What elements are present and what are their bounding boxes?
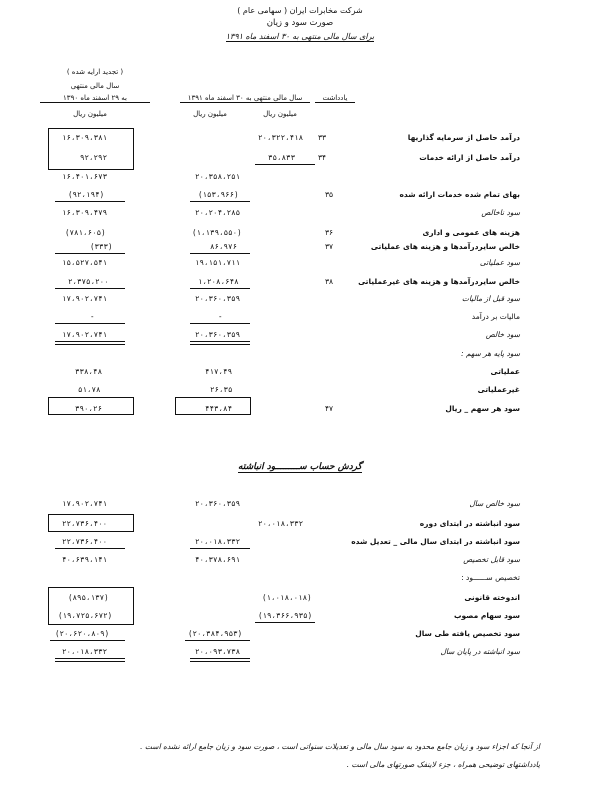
row-note: ۳۴	[318, 153, 327, 162]
re-sub-value: (۱۹،۳۶۶،۹۳۵)	[258, 611, 313, 620]
underline	[50, 640, 125, 641]
underline	[55, 548, 125, 549]
row-prior-value: ۱۶،۴۰۱،۶۷۳	[62, 172, 108, 181]
row-sub-value: ۲۰،۳۲۲،۴۱۸	[258, 133, 304, 142]
re-sub-value: ۲۰،۰۱۸،۳۳۲	[258, 519, 304, 528]
re-label-allocated: سود تخصیص یافته طی سال	[415, 629, 520, 638]
row-main-value: -	[218, 312, 223, 321]
row-label-eps-operating: عملیاتی	[490, 367, 520, 376]
eps-prior-box	[48, 397, 134, 415]
re-label-allocation: تخصیص ســــــود :	[461, 573, 520, 582]
row-label-service-income: درآمد حاصل از ارائه خدمات	[419, 153, 520, 162]
row-main-value: (۱۵۳،۹۶۶)	[198, 190, 239, 199]
retained-earnings-title: گردش حساب ســـــــــود انباشته	[238, 462, 362, 472]
company-name: شرکت مخابرات ایران ( سهامی عام )	[237, 6, 363, 15]
row-prior-value: ۱۶،۳۰۹،۳۸۱	[62, 133, 108, 142]
underline	[255, 164, 315, 165]
footer-note-integral: یادداشتهای توضیحی همراه ، جزء لاینفک صورتهای مالی است .	[346, 760, 540, 769]
statement-title: صورت سود و زیان	[266, 18, 334, 28]
row-label-eps-basic: سود پایه هر سهم :	[461, 349, 520, 358]
re-prior-value: ۴۰،۶۳۹،۱۴۱	[62, 555, 108, 564]
row-prior-value: (۳۳۳)	[90, 242, 113, 251]
note-column-header: یادداشت	[315, 94, 355, 103]
re-prior-value: (۸۹۵،۱۳۷)	[68, 593, 109, 602]
eps-current-box	[175, 397, 251, 415]
underline	[185, 640, 250, 641]
re-label-net-profit: سود خالص سال	[469, 499, 520, 508]
restated-note: ( تجدید ارایه شده )	[66, 68, 124, 76]
re-main-value: ۲۰،۰۹۳،۷۳۸	[195, 647, 241, 656]
row-prior-value: ۳۹۰،۲۶	[75, 404, 103, 413]
re-label-opening-adjusted: سود انباشته در ابتدای سال مالی _ تعدیل شده	[351, 537, 520, 546]
re-sub-value: (۱،۰۱۸،۰۱۸)	[262, 593, 312, 602]
row-label-investment-income: درآمد حاصل از سرمایه گذاریها	[407, 133, 520, 142]
underline	[190, 288, 250, 289]
underline	[190, 323, 250, 324]
re-label-legal-reserve: اندوخته قانونی	[464, 593, 520, 602]
re-prior-value: ۱۷،۹۰۲،۷۴۱	[62, 499, 108, 508]
underline	[190, 253, 250, 254]
row-label-eps-nonoperating: غیرعملیاتی	[477, 385, 520, 394]
underline	[55, 201, 125, 202]
re-main-value: ۲۰،۳۶۰،۳۵۹	[195, 499, 241, 508]
footer-note-comprehensive: از آنجا که اجزاء سود و زیان جامع محدود به سود سال مالی و تعدیلات سنواتی است ، صورت سود و زیان جامع ارائه نشده است .	[140, 742, 540, 751]
row-prior-value: ۵۱،۷۸	[78, 385, 101, 394]
row-label-operating-profit: سود عملیاتی	[479, 258, 520, 267]
row-label-gross-profit: سود ناخالص	[481, 208, 520, 217]
re-label-distributable: سود قابل تخصیص	[463, 555, 520, 564]
re-prior-value: ۲۲،۷۳۶،۴۰۰	[62, 519, 108, 528]
re-label-closing: سود انباشته در پایان سال	[440, 647, 520, 656]
row-note: ۴۷	[325, 404, 334, 413]
row-prior-value: (۹۲،۱۹۴)	[68, 190, 105, 199]
prior-year-header-line2: به ۲۹ اسفند ماه ۱۳۹۰	[40, 94, 150, 103]
re-prior-value: ۲۰،۰۱۸،۳۳۲	[62, 647, 108, 656]
unit-prior: میلیون ریال	[73, 110, 107, 118]
row-prior-value: ۱۵،۵۲۷،۵۴۱	[62, 258, 108, 267]
row-sub-value: ۳۵،۸۳۳	[268, 153, 296, 162]
re-prior-value: (۱۹،۷۲۵،۶۷۲)	[58, 611, 113, 620]
row-main-value: ۲۰،۳۶۰،۳۵۹	[195, 330, 241, 339]
prior-investment-box	[48, 128, 134, 170]
statement-period: برای سال مالی منتهی به ۳۰ اسفند ماه ۱۳۹۱	[225, 32, 375, 41]
row-prior-value: ۱۷،۹۰۲،۷۴۱	[62, 294, 108, 303]
underline	[190, 201, 250, 202]
row-main-value: ۲۰،۳۵۸،۲۵۱	[195, 172, 241, 181]
re-main-value: ۴۰،۳۷۸،۶۹۱	[195, 555, 241, 564]
row-prior-value: ۲،۳۷۵،۲۰۰	[68, 277, 109, 286]
row-main-value: ۴۴۳،۸۴	[205, 404, 233, 413]
underline	[55, 323, 125, 324]
row-main-value: ۲۶،۳۵	[210, 385, 233, 394]
prior-year-header-line1: سال مالی منتهی	[70, 82, 120, 90]
double-underline	[190, 658, 250, 662]
row-prior-value: ۹۲،۲۹۲	[80, 153, 108, 162]
re-main-value: (۲۰،۳۸۴،۹۵۳)	[188, 629, 243, 638]
double-underline	[190, 341, 250, 345]
underline	[190, 548, 250, 549]
re-label-opening: سود انباشته در ابتدای دوره	[419, 519, 520, 528]
re-prior-value: ۲۲،۷۳۶،۴۰۰	[62, 537, 108, 546]
row-prior-value: (۷۸۱،۶۰۵)	[65, 228, 106, 237]
row-label-other-operating: خالص سایردرآمدها و هزینه های عملیاتی	[370, 242, 520, 251]
row-main-value: ۱۹،۱۵۱،۷۱۱	[195, 258, 241, 267]
row-label-general-admin: هزینه های عمومی و اداری	[422, 228, 520, 237]
row-main-value: ۱،۲۰۸،۶۴۸	[198, 277, 239, 286]
row-main-value: ۲۰،۳۶۰،۳۵۹	[195, 294, 241, 303]
underline	[255, 622, 315, 623]
row-prior-value: ۱۷،۹۰۲،۷۴۱	[62, 330, 108, 339]
unit-current-main: میلیون ریال	[193, 110, 227, 118]
underline	[55, 288, 125, 289]
row-label-eps-total: سود هر سهم _ ریال	[445, 404, 520, 413]
unit-current-sub: میلیون ریال	[263, 110, 297, 118]
double-underline	[55, 341, 125, 345]
row-prior-value: -	[90, 312, 95, 321]
re-allocation-prior-box	[48, 587, 134, 625]
row-label-income-tax: مالیات بر درآمد	[471, 312, 520, 321]
current-year-header: سال مالی منتهی به ۳۰ اسفند ماه ۱۳۹۱	[180, 94, 310, 103]
row-main-value: ۴۱۷،۴۹	[205, 367, 233, 376]
re-main-value: ۲۰،۰۱۸،۳۳۲	[195, 537, 241, 546]
row-note: ۳۷	[325, 242, 334, 251]
row-label-cost-of-services: بهای تمام شده خدمات ارائه شده	[399, 190, 520, 199]
row-main-value: ۲۰،۲۰۴،۲۸۵	[195, 208, 241, 217]
row-main-value: (۱،۱۳۹،۵۵۰)	[192, 228, 242, 237]
row-prior-value: ۱۶،۳۰۹،۴۷۹	[62, 208, 108, 217]
re-prior-value: (۲۰،۶۲۰،۸۰۹)	[55, 629, 110, 638]
row-label-net-profit: سود خالص	[485, 330, 520, 339]
underline	[55, 253, 125, 254]
row-label-other-nonoperating: خالص سایردرآمدها و هزینه های غیرعملیاتی	[358, 277, 520, 286]
row-note: ۳۸	[325, 277, 334, 286]
row-main-value: ۸۶،۹۷۶	[210, 242, 238, 251]
row-prior-value: ۳۳۸،۴۸	[75, 367, 103, 376]
row-note: ۳۵	[325, 190, 334, 199]
re-opening-prior-box	[48, 514, 134, 532]
row-note: ۳۶	[325, 228, 334, 237]
re-label-dividends: سود سهام مصوب	[453, 611, 520, 620]
row-note: ۳۳	[318, 133, 327, 142]
double-underline	[55, 658, 125, 662]
row-label-profit-before-tax: سود قبل از مالیات	[461, 294, 520, 303]
